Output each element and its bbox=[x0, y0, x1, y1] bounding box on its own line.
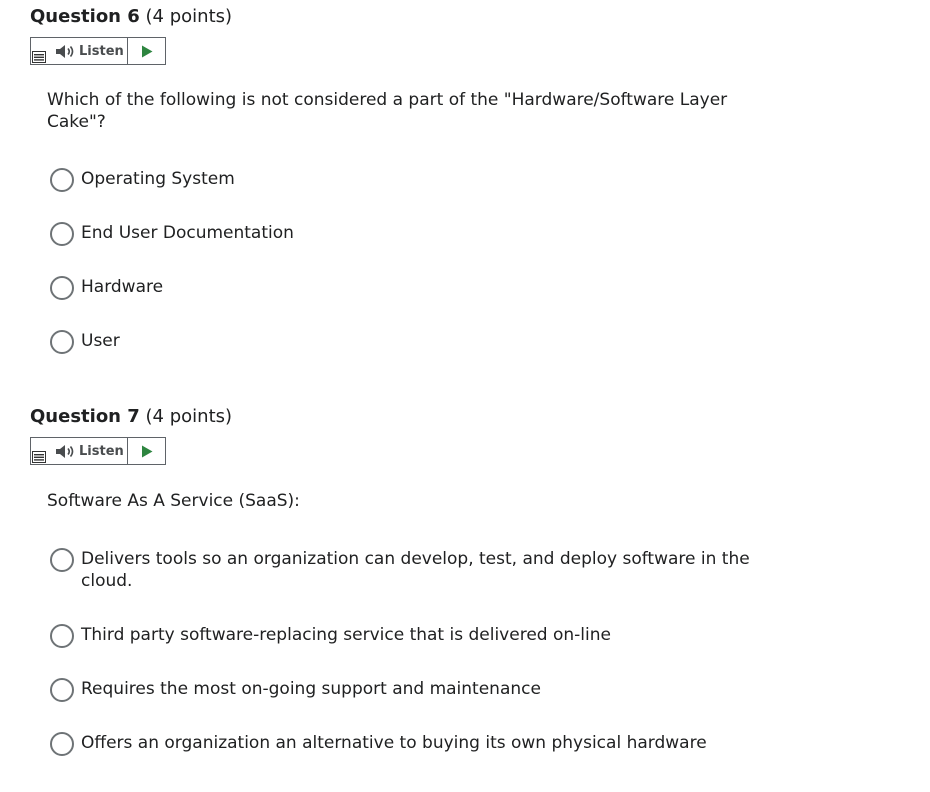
option-label: End User Documentation bbox=[81, 223, 294, 243]
answer-option[interactable] bbox=[49, 547, 769, 595]
option-label: Operating System bbox=[81, 169, 235, 189]
option-label: Requires the most on-going support and maintenance bbox=[81, 679, 541, 699]
speaker-icon bbox=[55, 44, 75, 59]
listen-label: Listen bbox=[79, 44, 124, 59]
option-label: Hardware bbox=[81, 277, 164, 297]
play-button[interactable] bbox=[128, 438, 165, 464]
question-text: Software As A Service (SaaS): bbox=[47, 491, 300, 511]
listen-button[interactable] bbox=[31, 438, 128, 464]
question-points: (4 points) bbox=[145, 6, 233, 27]
option-label: User bbox=[81, 331, 120, 351]
answer-option[interactable] bbox=[49, 623, 769, 649]
question-title: Question 7 bbox=[30, 406, 140, 427]
option-label: Delivers tools so an organization can develop, test, and deploy software in the cloud. bbox=[81, 549, 750, 591]
play-icon bbox=[141, 45, 153, 58]
answer-option[interactable] bbox=[49, 275, 769, 301]
question-points: (4 points) bbox=[145, 406, 233, 427]
question-heading bbox=[30, 6, 232, 28]
answer-option[interactable] bbox=[49, 167, 769, 193]
radio-button[interactable] bbox=[50, 678, 74, 702]
option-label: Offers an organization an alternative to buying its own physical hardware bbox=[81, 733, 707, 753]
listen-button[interactable] bbox=[31, 38, 128, 64]
radio-button[interactable] bbox=[50, 222, 74, 246]
answer-option[interactable] bbox=[49, 329, 769, 355]
radio-button[interactable] bbox=[50, 168, 74, 192]
option-label: Third party software-replacing service that is delivered on-line bbox=[81, 625, 611, 645]
listen-toolbar bbox=[30, 37, 166, 65]
play-icon bbox=[141, 445, 153, 458]
play-button[interactable] bbox=[128, 38, 165, 64]
speaker-icon bbox=[55, 444, 75, 459]
listen-label: Listen bbox=[79, 444, 124, 459]
menu-icon[interactable] bbox=[32, 451, 46, 463]
question-title: Question 6 bbox=[30, 6, 140, 27]
answer-option[interactable] bbox=[49, 677, 769, 703]
radio-button[interactable] bbox=[50, 276, 74, 300]
radio-button[interactable] bbox=[50, 624, 74, 648]
question-text: Which of the following is not considered a part of the "Hardware/Software Layer Cake"? bbox=[47, 90, 728, 132]
answer-option[interactable] bbox=[49, 731, 769, 757]
question-heading bbox=[30, 406, 232, 428]
radio-button[interactable] bbox=[50, 330, 74, 354]
radio-button[interactable] bbox=[50, 732, 74, 756]
menu-icon[interactable] bbox=[32, 51, 46, 63]
answer-option[interactable] bbox=[49, 221, 769, 247]
listen-toolbar bbox=[30, 437, 166, 465]
radio-button[interactable] bbox=[50, 548, 74, 572]
